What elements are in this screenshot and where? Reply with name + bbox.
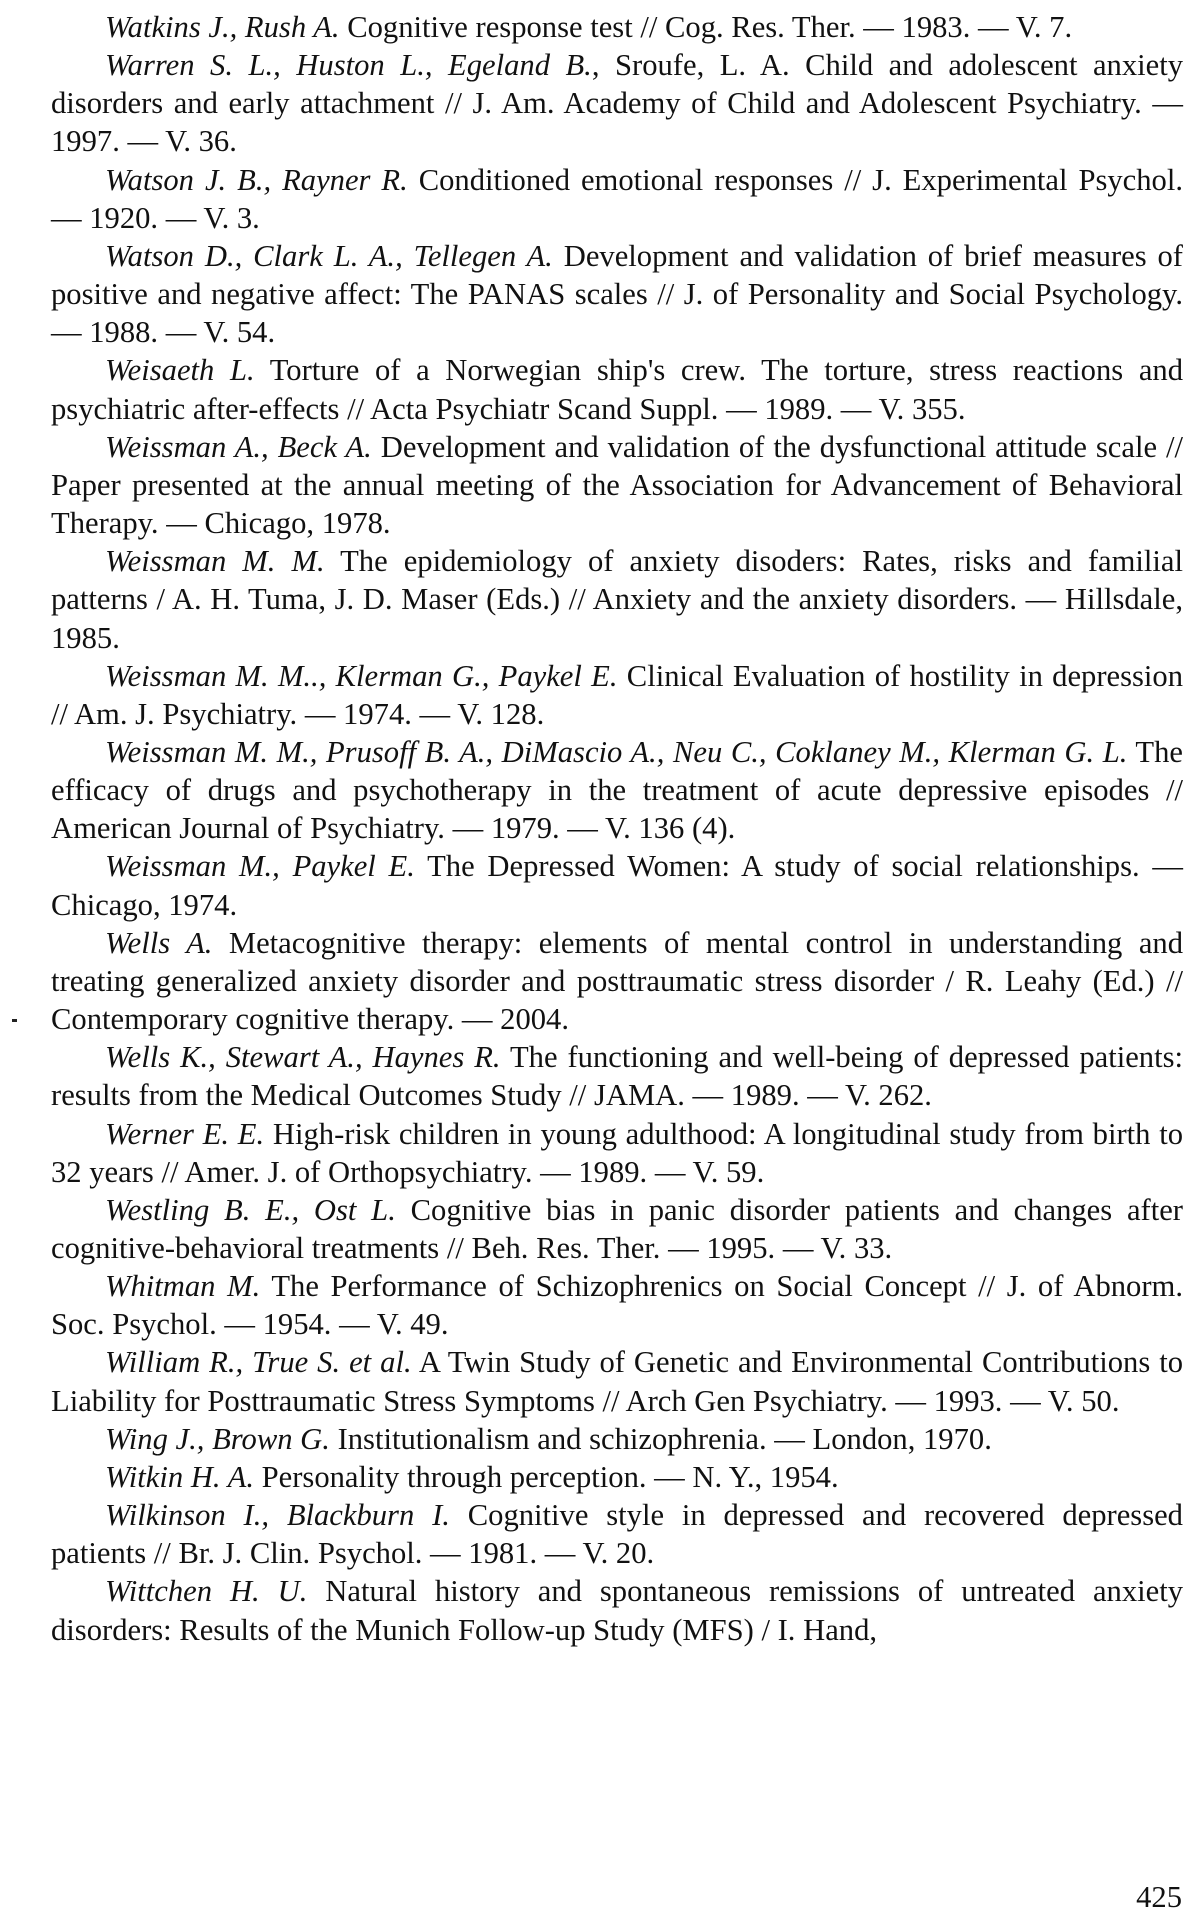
reference-entry [51,46,1183,160]
reference-authors: Wittchen H. U. [105,1574,308,1609]
reference-authors: Westling B. E., Ost L. [105,1192,396,1227]
reference-authors: Wilkinson I., Blackburn I. [105,1498,450,1533]
reference-entry [51,847,1183,923]
reference-authors: Weissman M., Paykel E. [105,849,415,884]
reference-entry [51,428,1183,542]
reference-entry [51,1572,1183,1648]
reference-entry [51,657,1183,733]
reference-text: The efficacy of drugs and psychotherapy in the treatment of acute depressive episodes // American Journal of Psychiatry. — 1979. — V. 136 (4). [51,734,1183,846]
reference-text: A Twin Study of Genetic and Environmental Contributions to Liability for Posttraumatic Stress Symptoms // Arch Gen Psychiatry. — 1993. — V. 50. [51,1345,1183,1418]
reference-authors: Whitman M. [105,1269,261,1304]
reference-text: Clinical Evaluation of hostility in depression // Am. J. Psychiatry. — 1974. — V. 128. [51,658,1183,731]
reference-text: Institutionalism and schizophrenia. — London, 1970. [329,1421,992,1456]
reference-authors: Wells A. [105,925,213,960]
reference-text: Personality through perception. — N. Y., 1954. [254,1459,839,1494]
reference-authors: Weissman M. M. [105,544,325,579]
reference-authors: Wing J., Brown G. [105,1421,330,1456]
reference-text: Cognitive response test // Cog. Res. Ther. — 1983. — V. 7. [339,10,1073,44]
page-number: 425 [1136,1880,1182,1914]
reference-text: Cognitive bias in panic disorder patients and changes after cognitive-behavioral treatments // Beh. Res. Ther. — 1995. — V. 33. [51,1192,1183,1265]
reference-entry [51,1267,1183,1343]
reference-entry [51,351,1183,427]
reference-text: The epidemiology of anxiety disoders: Rates, risks and familial patterns / A. H. Tuma, J. D. Maser (Eds.) // Anxiety and the anxiety disorders. — Hillsdale, 1985. [51,544,1183,655]
reference-text: High-risk children in young adulthood: A longitudinal study from birth to 32 years // Amer. J. of Orthopsychiatry. — 1989. — V. 59. [51,1116,1183,1189]
reference-authors: Watson D., Clark L. A., Tellegen A. [105,238,553,273]
reference-text: The Performance of Schizophrenics on Social Concept // J. of Abnorm. Soc. Psychol. — 1954. — V. 49. [51,1269,1183,1342]
reference-entry [51,542,1183,656]
reference-entry [51,924,1183,1038]
reference-entry [51,8,1183,46]
reference-authors: Weissman M. M.., Klerman G., Paykel E. [105,658,618,693]
reference-authors: Weisaeth L. [105,353,255,388]
reference-authors: Watkins J., Rush A. [105,10,340,44]
reference-authors: Weissman M. M., Prusoff B. A., DiMascio A., Neu C., Coklaney M., Klerman G. L. [105,734,1128,769]
reference-authors: William R., True S. et al. [105,1345,412,1380]
reference-text: Development and validation of the dysfunctional attitude scale // Paper presented at the annual meeting of the Association for Advancement of Behavioral Therapy. — Chicago, 1978. [51,429,1183,541]
reference-entry [51,237,1183,351]
reference-entry [51,161,1183,237]
reference-entry [51,1191,1183,1267]
reference-entry [51,1496,1183,1572]
reference-entry [51,1115,1183,1191]
reference-entry [51,733,1183,847]
reference-text: The Depressed Women: A study of social relationships. — Chicago, 1974. [51,849,1183,922]
reference-authors: Weissman A., Beck A. [105,429,372,464]
reference-text: Torture of a Norwegian ship's crew. The torture, stress reactions and psychiatric after-effects // Acta Psychiatr Scand Suppl. — 1989. — V. 355. [51,353,1183,426]
reference-text: The functioning and well-being of depressed patients: results from the Medical Outcomes Study // JAMA. — 1989. — V. 262. [51,1040,1183,1113]
reference-text: Cognitive style in depressed and recovered depressed patients // Br. J. Clin. Psychol. — 1981. — V. 20. [51,1498,1183,1571]
reference-list [51,8,1183,1649]
reference-text: Natural history and spontaneous remissions of untreated anxiety disorders: Results of the Munich Follow-up Study (MFS) / I. Hand, [51,1574,1183,1647]
reference-text: Conditioned emotional responses // J. Experimental Psychol. — 1920. — V. 3. [51,162,1183,235]
reference-entry [51,1420,1183,1458]
reference-text: Metacognitive therapy: elements of mental control in understanding and treating generalized anxiety disorder and posttraumatic stress disorder / R. Leahy (Ed.) // Contemporary cognitive therapy. — 2004. [51,925,1183,1037]
stray-mark [12,1019,17,1022]
reference-authors: Wells K., Stewart A., Haynes R. [105,1040,501,1075]
reference-authors: Werner E. E. [105,1116,265,1151]
reference-text: , Sroufe, L. A. Child and adolescent anxiety disorders and early attachment // J. Am. Academy of Child and Adolescent Psychiatry. — 1997. — V. 36. [51,48,1183,159]
reference-text: Development and validation of brief measures of positive and negative affect: The PANAS scales // J. of Personality and Social Psychology. — 1988. — V. 54. [51,238,1183,350]
reference-authors: Watson J. B., Rayner R. [105,162,408,197]
reference-authors: Witkin H. A. [105,1459,254,1494]
reference-authors: Warren S. L., Huston L., Egeland B. [105,48,592,83]
reference-entry [51,1343,1183,1419]
reference-entry [51,1458,1183,1496]
reference-entry [51,1038,1183,1114]
